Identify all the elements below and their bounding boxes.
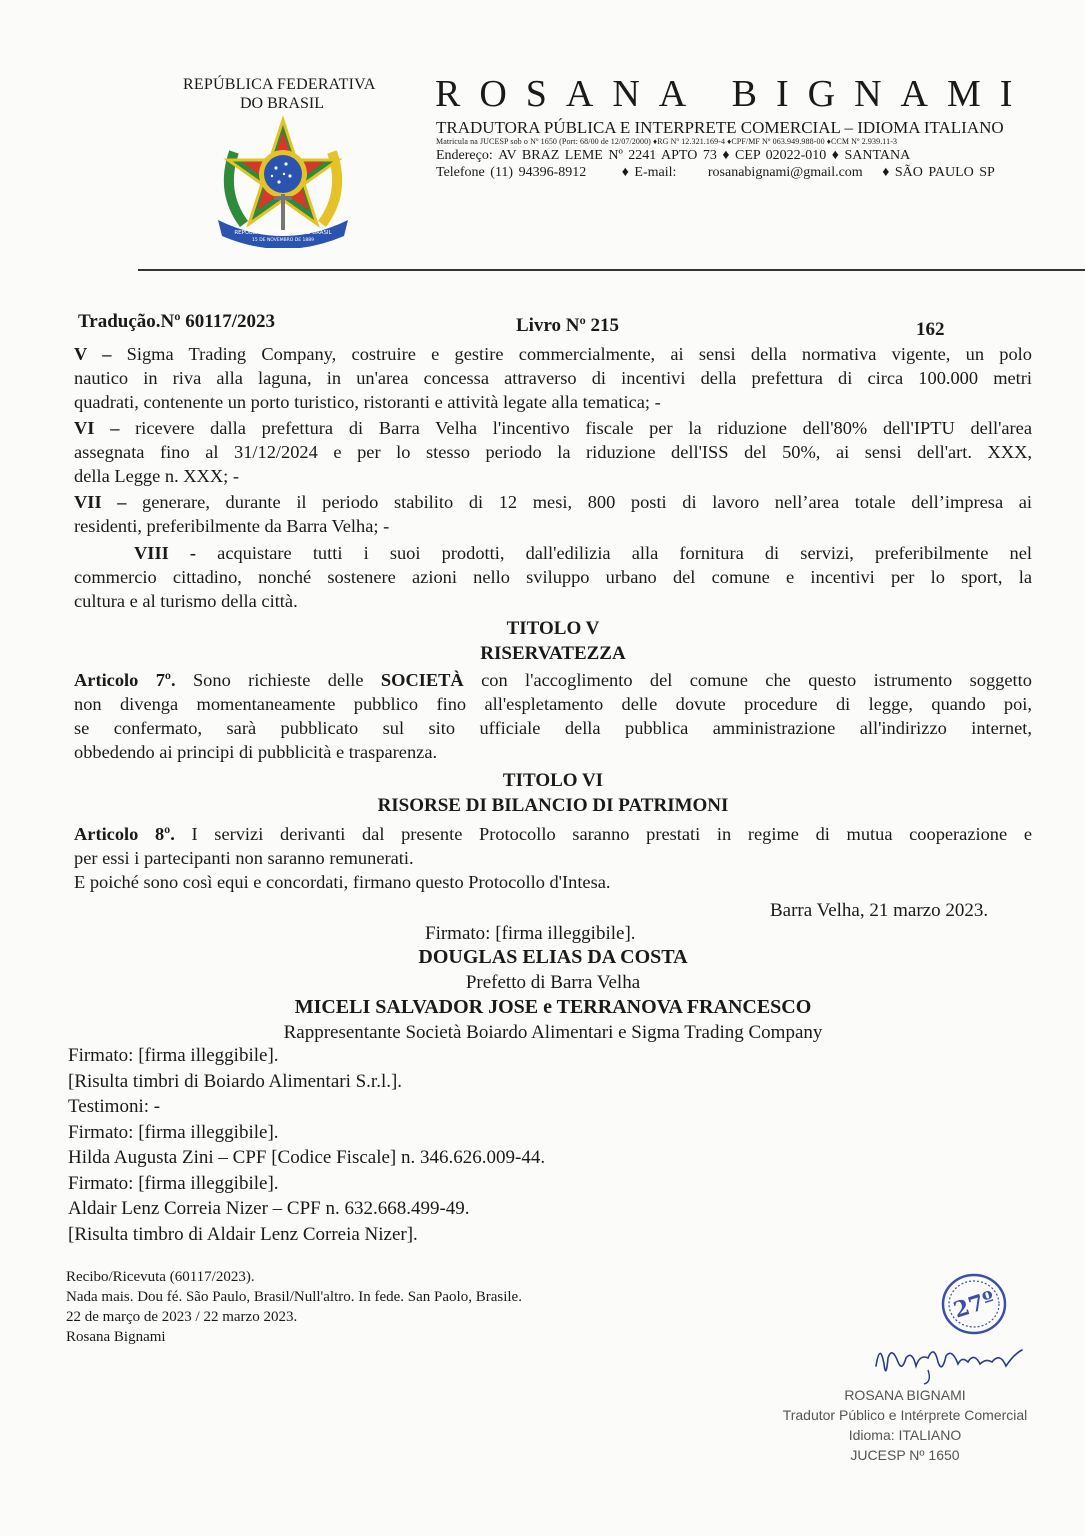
article-text: Sono richieste delle <box>192 670 364 690</box>
stamp-number: 27º <box>950 1286 999 1324</box>
article-text: se confermato, sarà pubblicato sul sito ufficiale della pubblica amministrazione all'indirizzo internet, <box>74 718 1032 738</box>
article-text: obbedendo ai principi di pubblicità e trasparenza. <box>74 742 438 762</box>
closing-text: E poiché sono così equi e concordati, firmano questo Protocollo d'Intesa. <box>74 872 611 892</box>
translator-address <box>436 148 910 164</box>
emblem-ribbon-text: REPUBLICA FEDERATIVA DO BRASIL <box>234 230 332 236</box>
representatives-names: MICELI SALVADOR JOSE e TERRANOVA FRANCESCO <box>294 996 812 1018</box>
item-text: ricevere dalla prefettura di Barra Velha l'incentivo fiscale per la riduzione dell'80% dell'IPTU dell'area <box>135 418 1032 438</box>
translation-number: Tradução.Nº 60117/2023 <box>78 311 275 332</box>
item-text: commercio cittadino, nonché sostenere azioni nello sviluppo urbano del comune e incentivi per lo sport, la <box>74 567 1032 587</box>
seal-language: Idioma: ITALIANO <box>848 1427 962 1443</box>
signature-line: Firmato: [firma illeggibile]. <box>68 1172 279 1194</box>
book-number: Livro Nº 215 <box>516 315 620 336</box>
signature-line: Firmato: [firma illeggibile]. <box>68 1121 279 1143</box>
footer-signer: Rosana Bignami <box>66 1329 166 1345</box>
email-label: ♦ E-mail: <box>621 165 677 180</box>
signature-line: Firmato: [firma illeggibile]. <box>68 1045 279 1066</box>
item-text: residenti, preferibilmente da Barra Velha; - <box>74 516 390 536</box>
signature-line: Testimoni: - <box>68 1096 161 1117</box>
notary-stamp-icon <box>940 1272 1008 1336</box>
email-value[interactable]: rosanabignami@gmail.com <box>707 165 863 180</box>
item-label: VII – <box>74 492 127 512</box>
article-8 <box>74 822 1032 894</box>
republic-title: REPÚBLICA FEDERATIVA <box>183 76 376 93</box>
city-value: ♦ SÃO PAULO SP <box>882 165 995 180</box>
article-text: per essi i partecipanti non saranno remunerati. <box>74 848 414 868</box>
article-7 <box>74 668 1032 764</box>
seal-title: Tradutor Público e Intérprete Comercial <box>782 1407 1028 1423</box>
address-label: Endereço: <box>436 148 493 163</box>
article-label: Articolo 8º. <box>74 824 175 844</box>
item-vi <box>74 416 1032 488</box>
footer-date: 22 de março de 2023 / 22 marzo 2023. <box>66 1309 298 1325</box>
item-text: nautico in riva alla laguna, in un'area concessa attraverso di incentivi della prefettura di circa 100.000 metri <box>74 368 1032 388</box>
item-v <box>74 342 1032 414</box>
republic-subtitle: DO BRASIL <box>240 95 325 112</box>
item-text: generare, durante il periodo stabilito di 12 mesi, 800 posti di lavoro nell’area totale dell’impresa ai <box>142 492 1033 512</box>
footer-receipt: Recibo/Ricevuta (60117/2023). <box>66 1269 255 1285</box>
signature-line: Hilda Augusta Zini – CPF [Codice Fiscale] n. 346.626.009-44. <box>68 1147 546 1168</box>
item-label: VI – <box>74 418 120 438</box>
article-text: con l'accoglimento del comune che questo istrumento soggetto <box>481 670 1032 690</box>
phone-label: Telefone <box>436 165 485 180</box>
item-text: acquistare tutti i suoi prodotti, dall'edilizia alla fornitura di servizi, preferibilmente nel <box>217 543 1032 563</box>
mayor-signature-note: Firmato: [firma illeggibile]. <box>425 923 636 944</box>
item-vii <box>74 490 1032 538</box>
title-vi-subtitle: RISORSE DI BILANCIO DI PATRIMONI <box>377 795 729 816</box>
brazil-coat-of-arms-icon <box>214 112 352 248</box>
title-v: TITOLO V <box>506 618 600 639</box>
address-value: AV BRAZ LEME Nº 2241 APTO 73 ♦ CEP 02022-010 ♦ SANTANA <box>498 148 911 163</box>
seal-name: ROSANA BIGNAMI <box>844 1387 966 1403</box>
signature-line: [Risulta timbro di Aldair Lenz Correia Nizer]. <box>68 1223 418 1245</box>
item-text: assegnata fino al 31/12/2024 e per lo stesso periodo la riduzione dell'ISS del 50%, ai sensi dell'art. XXX, <box>74 442 1032 462</box>
item-text: quadrati, contenente un porto turistico, ristoranti e attività legate alla tematica; - <box>74 392 661 412</box>
article-label: Articolo 7º. <box>74 670 176 690</box>
page-number: 162 <box>916 319 945 340</box>
mayor-name: DOUGLAS ELIAS DA COSTA <box>418 946 688 968</box>
mayor-role: Prefetto di Barra Velha <box>465 972 641 993</box>
footer-nada-mais: Nada mais. Dou fé. São Paulo, Brasil/Null'altro. In fede. San Paolo, Brasile. <box>66 1289 522 1305</box>
item-label: V – <box>74 344 112 364</box>
emblem-ribbon-date: 15 DE NOVEMBRO DE 1889 <box>252 238 314 243</box>
signature-line: [Risulta timbri di Boiardo Alimentari S.r.l.]. <box>68 1070 403 1092</box>
title-vi: TITOLO VI <box>502 770 604 791</box>
signature-line: Aldair Lenz Correia Nizer – CPF n. 632.668.499-49. <box>68 1198 470 1219</box>
article-text: I servizi derivanti dal presente Protocollo saranno prestati in regime di mutua cooperazione e <box>191 824 1032 844</box>
translator-name: ROSANA BIGNAMI <box>435 73 1032 115</box>
place-date: Barra Velha, 21 marzo 2023. <box>770 900 989 921</box>
translator-contact <box>436 165 995 181</box>
article-emphasis: SOCIETÀ <box>380 670 464 690</box>
footer-notes <box>66 1268 1024 1346</box>
translator-role: TRADUTORA PÚBLICA E INTERPRETE COMERCIAL – IDIOMA ITALIANO <box>436 118 1004 137</box>
signature-block <box>68 1043 1026 1247</box>
item-viii <box>74 541 1032 613</box>
representatives-role: Rappresentante Società Boiardo Alimentari e Sigma Trading Company <box>283 1022 823 1043</box>
handwritten-signature-icon <box>866 1336 1036 1386</box>
translator-registration: Matricula na JUCESP sob o Nº 1650 (Port: 68/00 de 12/07/2000) ♦RG Nº 12.321.169-4 ♦CPF/MF Nº 063.949.988-00 ♦CCM Nº 2.939.11-3 <box>436 137 898 146</box>
phone-value: (11) 94396-8912 <box>490 165 587 180</box>
header-divider <box>138 269 1085 271</box>
seal-registration: JUCESP Nº 1650 <box>850 1447 960 1463</box>
item-label: VIII - <box>134 543 197 563</box>
title-v-subtitle: RISERVATEZZA <box>480 643 626 664</box>
item-text: della Legge n. XXX; - <box>74 466 239 486</box>
item-text: Sigma Trading Company, costruire e gestire commercialmente, ai sensi della normativa vigente, un polo <box>126 344 1032 364</box>
item-text: cultura e al turismo della città. <box>74 591 298 611</box>
article-text: non divenga momentaneamente pubblico fino all'espletamento delle dovute procedure di legge, quando poi, <box>74 694 1032 714</box>
